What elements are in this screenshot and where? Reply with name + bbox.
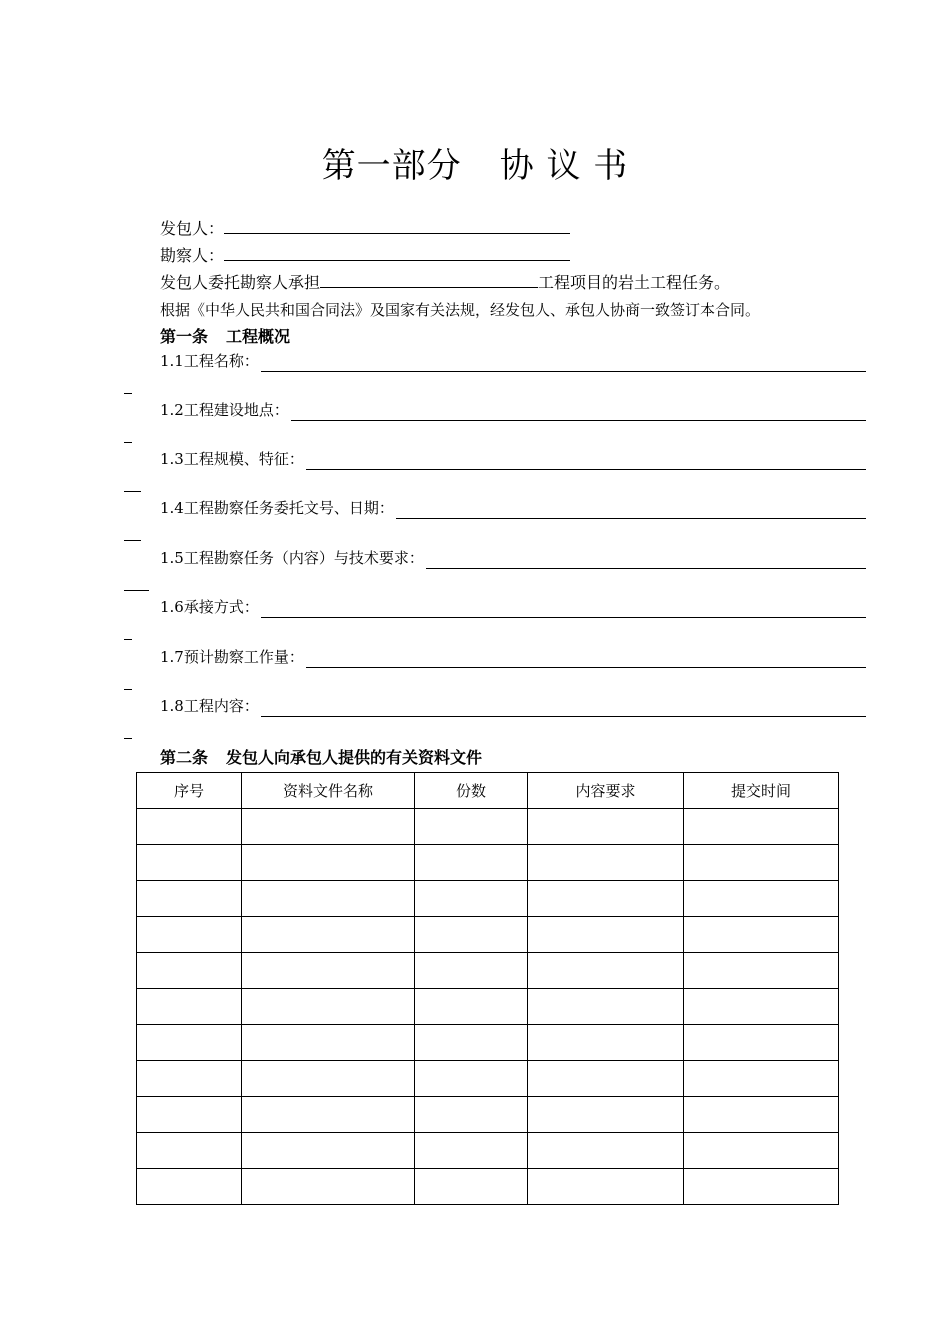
article1-title: 工程概况 (226, 327, 291, 346)
table-row (137, 1061, 839, 1097)
table-cell[interactable] (137, 1025, 242, 1061)
item-label: 1.7预计勘察工作量： (160, 648, 304, 666)
item-blank[interactable] (306, 652, 866, 668)
entrust-line (160, 271, 730, 294)
overflow-dash (124, 491, 141, 492)
article1-item (160, 350, 866, 372)
item-blank[interactable] (291, 405, 866, 421)
table-cell[interactable] (242, 1097, 415, 1133)
table-cell[interactable] (137, 917, 242, 953)
table-row (137, 953, 839, 989)
table-cell[interactable] (684, 1061, 839, 1097)
table-row (137, 1169, 839, 1205)
item-label: 1.8工程内容： (160, 697, 259, 715)
table-cell[interactable] (684, 881, 839, 917)
table-cell[interactable] (415, 1133, 528, 1169)
table-cell[interactable] (415, 989, 528, 1025)
item-blank[interactable] (396, 503, 866, 519)
article1-item (160, 547, 866, 569)
table-cell[interactable] (242, 1133, 415, 1169)
item-blank[interactable] (261, 356, 866, 372)
table-cell[interactable] (137, 989, 242, 1025)
documents-table (136, 772, 839, 1205)
table-header-row (137, 773, 839, 809)
table-cell[interactable] (415, 809, 528, 845)
overflow-dash (124, 590, 149, 591)
table-cell[interactable] (528, 881, 684, 917)
table-cell[interactable] (242, 881, 415, 917)
table-cell[interactable] (415, 917, 528, 953)
article1-item (160, 596, 866, 618)
table-cell[interactable] (415, 953, 528, 989)
table-cell[interactable] (684, 845, 839, 881)
table-cell[interactable] (684, 1097, 839, 1133)
table-row (137, 917, 839, 953)
table-cell[interactable] (242, 989, 415, 1025)
table-cell[interactable] (684, 989, 839, 1025)
table-cell[interactable] (684, 809, 839, 845)
table-cell[interactable] (415, 1025, 528, 1061)
table-row (137, 1025, 839, 1061)
table-cell[interactable] (528, 1097, 684, 1133)
article1-no: 第一条 (160, 327, 209, 346)
table-cell[interactable] (684, 1133, 839, 1169)
article1-heading (160, 326, 290, 348)
article1-item (160, 497, 866, 519)
item-blank[interactable] (261, 602, 866, 618)
overflow-dash (124, 639, 132, 640)
article2-heading (160, 747, 482, 769)
table-cell[interactable] (528, 809, 684, 845)
project-blank[interactable] (320, 271, 538, 288)
table-cell[interactable] (528, 1061, 684, 1097)
client-line (160, 217, 570, 240)
table-cell[interactable] (242, 1061, 415, 1097)
table-cell[interactable] (528, 917, 684, 953)
article2-no: 第二条 (160, 748, 209, 767)
table-cell[interactable] (242, 953, 415, 989)
table-cell[interactable] (242, 917, 415, 953)
table-cell[interactable] (528, 1133, 684, 1169)
table-cell[interactable] (415, 881, 528, 917)
table-row (137, 809, 839, 845)
item-label: 1.2工程建设地点： (160, 401, 289, 419)
client-label: 发包人： (160, 219, 225, 238)
item-blank[interactable] (306, 454, 866, 470)
table-cell[interactable] (137, 881, 242, 917)
table-row (137, 881, 839, 917)
surveyor-label: 勘察人： (160, 246, 225, 265)
table-cell[interactable] (684, 917, 839, 953)
table-cell[interactable] (242, 1025, 415, 1061)
overflow-dash (124, 393, 132, 394)
entrust-prefix: 发包人委托勘察人承担 (160, 273, 321, 292)
table-cell[interactable] (415, 1097, 528, 1133)
item-label: 1.4工程勘察任务委托文号、日期： (160, 499, 394, 517)
item-label: 1.3工程规模、特征： (160, 450, 304, 468)
col-header-serial: 序号 (137, 773, 242, 809)
table-cell[interactable] (137, 1061, 242, 1097)
table-cell[interactable] (137, 1133, 242, 1169)
table-cell[interactable] (137, 953, 242, 989)
article1-item (160, 448, 866, 470)
table-cell[interactable] (415, 1061, 528, 1097)
table-cell[interactable] (137, 1169, 242, 1205)
table-cell[interactable] (528, 953, 684, 989)
item-label: 1.5工程勘察任务（内容）与技术要求： (160, 549, 424, 567)
client-blank[interactable] (224, 217, 570, 234)
table-cell[interactable] (242, 809, 415, 845)
col-header-doc-name: 资料文件名称 (242, 773, 415, 809)
overflow-dash (124, 689, 132, 690)
surveyor-line (160, 244, 570, 267)
table-row (137, 989, 839, 1025)
article1-item (160, 399, 866, 421)
table-cell[interactable] (528, 845, 684, 881)
item-blank[interactable] (261, 701, 866, 717)
table-cell[interactable] (684, 1169, 839, 1205)
table-cell[interactable] (137, 845, 242, 881)
article1-item (160, 695, 866, 717)
table-cell[interactable] (415, 1169, 528, 1205)
table-cell[interactable] (528, 1169, 684, 1205)
overflow-dash (124, 540, 141, 541)
table-cell[interactable] (684, 1025, 839, 1061)
table-row (137, 845, 839, 881)
overflow-dash (124, 442, 132, 443)
col-header-requirements: 内容要求 (528, 773, 684, 809)
item-label: 1.1工程名称： (160, 352, 259, 370)
table-body (137, 809, 839, 1205)
table-cell[interactable] (415, 845, 528, 881)
basis-text: 根据《中华人民共和国合同法》及国家有关法规，经发包人、承包人协商一致签订本合同。 (160, 301, 761, 319)
table-cell[interactable] (242, 1169, 415, 1205)
table-cell[interactable] (684, 953, 839, 989)
table-cell[interactable] (137, 809, 242, 845)
surveyor-blank[interactable] (224, 244, 570, 261)
table-cell[interactable] (528, 989, 684, 1025)
entrust-suffix: 工程项目的岩土工程任务。 (538, 273, 731, 292)
table-row (137, 1133, 839, 1169)
table-cell[interactable] (528, 1025, 684, 1061)
item-blank[interactable] (426, 553, 866, 569)
table-cell[interactable] (137, 1097, 242, 1133)
table-cell[interactable] (242, 845, 415, 881)
table-row (137, 1097, 839, 1133)
overflow-dash (124, 738, 132, 739)
col-header-copies: 份数 (415, 773, 528, 809)
page-title (0, 143, 950, 189)
article2-title: 发包人向承包人提供的有关资料文件 (226, 748, 483, 767)
title-name: 协 议 书 (499, 146, 629, 186)
article1-item (160, 646, 866, 668)
title-part: 第一部分 (321, 146, 462, 186)
col-header-submit-time: 提交时间 (684, 773, 839, 809)
item-label: 1.6承接方式： (160, 598, 259, 616)
